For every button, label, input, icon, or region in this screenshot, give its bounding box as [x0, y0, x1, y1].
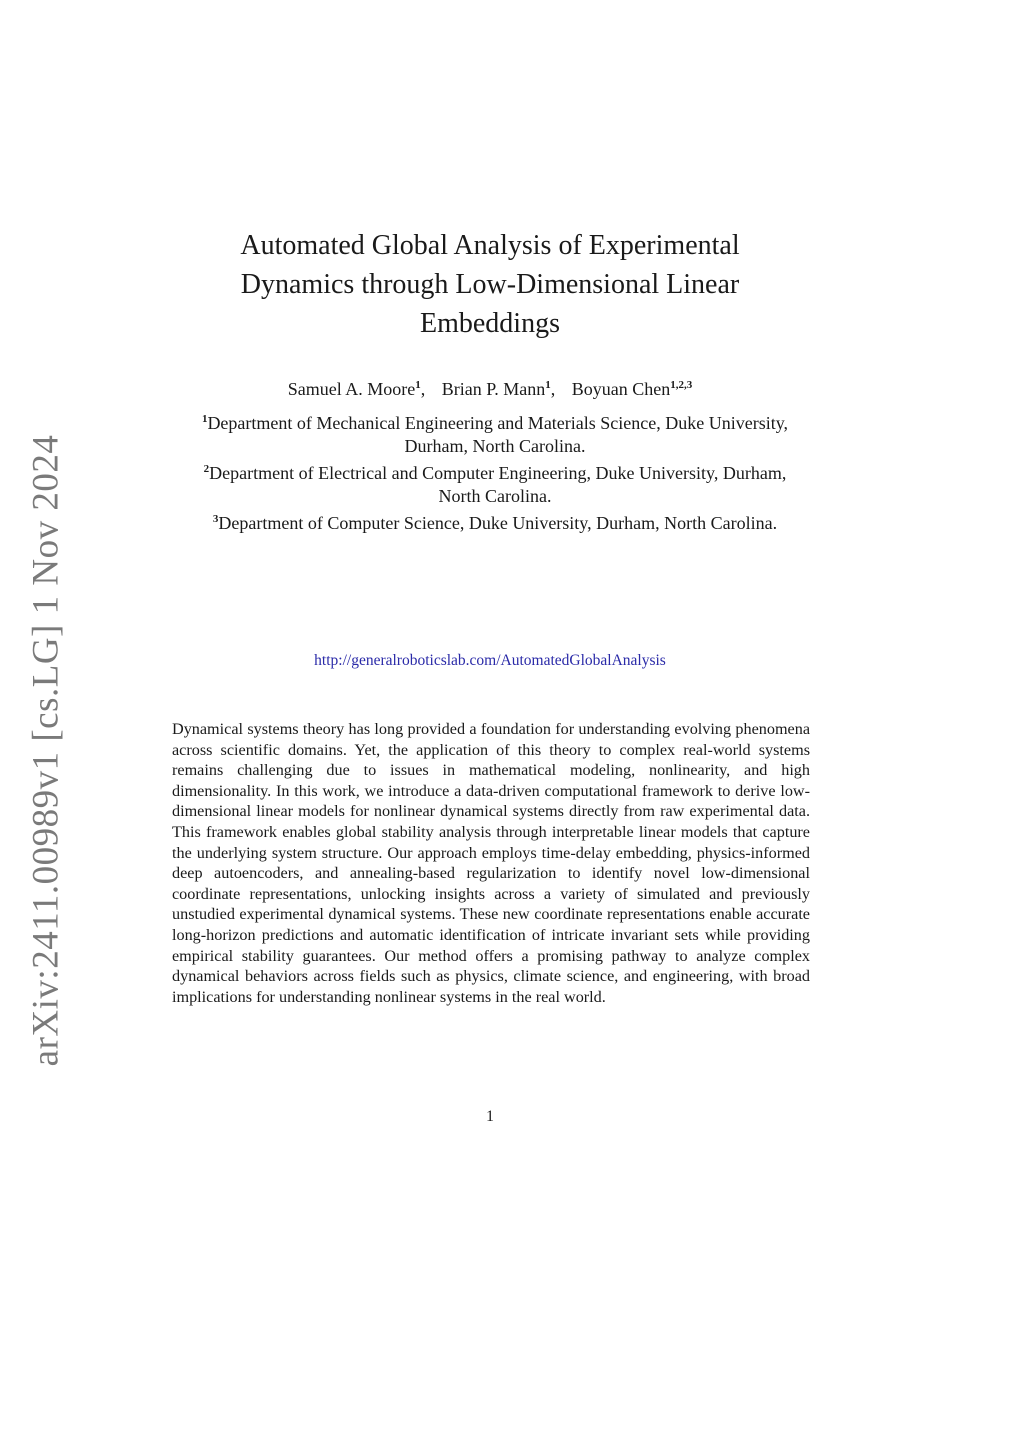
- affiliation-1: [200, 408, 790, 458]
- affiliation-mark: 2: [203, 463, 210, 475]
- arxiv-identifier-stamp: [16, 434, 76, 1066]
- affiliation-text: Department of Electrical and Computer Engineering, Duke University, Durham, North Carolina.: [209, 463, 787, 506]
- author-affiliation-mark: 1,2,3: [670, 379, 693, 391]
- affiliation-list: [200, 408, 790, 535]
- author-affiliation-mark: 1: [545, 379, 551, 391]
- author-name: Brian P. Mann: [441, 379, 546, 399]
- affiliation-mark: 1: [201, 413, 208, 425]
- author-3: [572, 379, 693, 399]
- author-1: Samuel A. Moore$^1$,: [287, 379, 426, 399]
- affiliation-3: [200, 508, 790, 535]
- author-name: Boyuan Chen: [571, 379, 671, 399]
- author-affiliation-mark: 1: [415, 379, 421, 391]
- affiliation-text: Department of Computer Science, Duke University, Durham, North Carolina.: [218, 513, 778, 533]
- affiliation-text: Department of Mechanical Engineering and Materials Science, Duke University, Durham, North Carolina.: [207, 413, 789, 456]
- author-2: Brian P. Mann$^1$,: [441, 379, 556, 399]
- affiliation-2: [200, 458, 790, 508]
- project-website-link[interactable]: http://generalroboticslab.com/AutomatedGlobalAnalysis: [314, 652, 666, 669]
- page-number: 1: [486, 1108, 494, 1125]
- author-name: Samuel A. Moore: [287, 379, 416, 399]
- author-list: [150, 372, 830, 402]
- paper-title: Automated Global Analysis of Experimental Dynamics through Low-Dimensional Linear Embeddings: [240, 230, 740, 339]
- affiliation-mark: 3: [212, 513, 219, 525]
- abstract-paragraph: Dynamical systems theory has long provided a foundation for understanding evolving phenomena across scientific domains. Yet, the application of this theory to complex real-world systems remains challenging due to issues in mathematical modeling, nonlinearity, and high dimensionality. In this work, we introduce a data-driven computational framework to derive low-dimensional linear models for nonlinear dynamical systems directly from raw experimental data. This framework enables global stability analysis through interpretable linear models that capture the underlying system structure. Our approach employs time-delay embedding, physics-informed deep autoencoders, and annealing-based regularization to identify novel low-dimensional coordinate representations, unlocking insights across a variety of simulated and previously unstudied experimental dynamical systems. These new coordinate representations enable accurate long-horizon predictions and automatic identification of intricate invariant sets while providing empirical stability guarantees. Our method offers a promising pathway to analyze complex dynamical behaviors across fields such as physics, climate science, and engineering, with broad implications for understanding nonlinear systems in the real world.: [172, 720, 810, 1006]
- arxiv-stamp-text: arXiv:2411.00989v1 [cs.LG] 1 Nov 2024: [25, 434, 67, 1066]
